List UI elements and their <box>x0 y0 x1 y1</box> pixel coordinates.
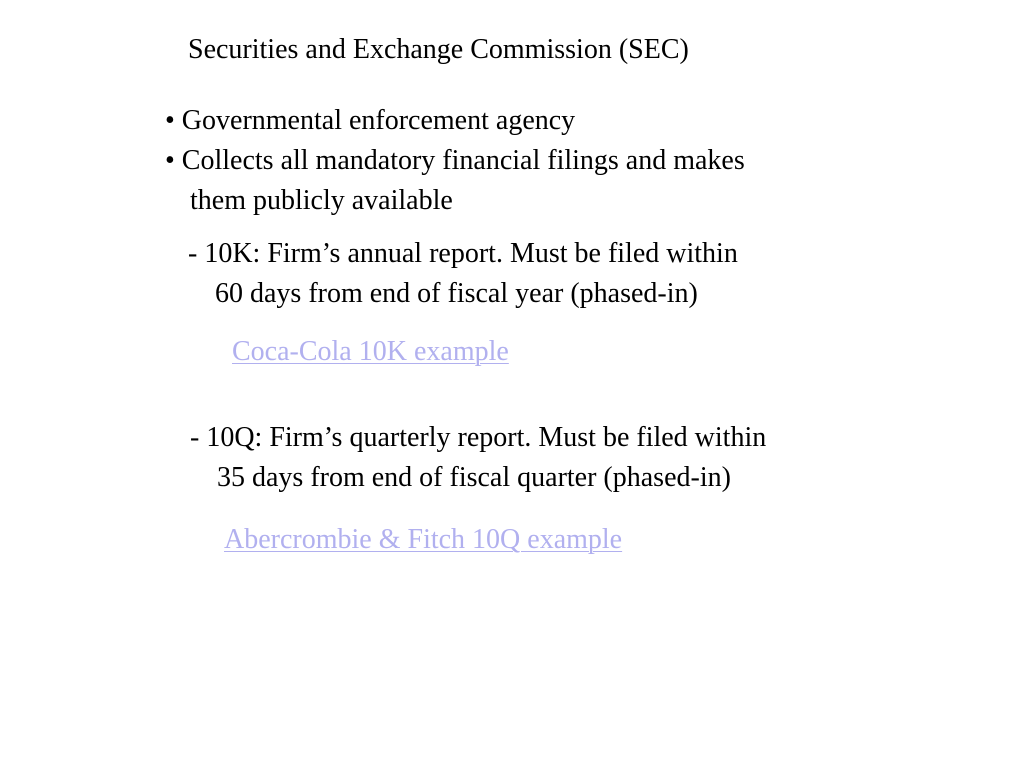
filing-10k <box>188 234 738 314</box>
filing-10k-line2: 60 days from end of fiscal year (phased-in) <box>215 278 698 309</box>
bullet-item-filings: • Collects all mandatory financial filings and makes <box>165 145 745 176</box>
filing-10q-line1: - 10Q: Firm’s quarterly report. Must be filed within <box>190 422 767 453</box>
filing-10q <box>190 418 766 498</box>
abercrombie-fitch-10q-link[interactable]: Abercrombie & Fitch 10Q example <box>224 524 623 555</box>
slide-title: Securities and Exchange Commission (SEC) <box>188 34 689 65</box>
bullet-item-agency: • Governmental enforcement agency <box>165 105 576 136</box>
bullet-list <box>165 101 925 221</box>
bullet-item-filings-continuation: them publicly available <box>190 185 453 216</box>
coca-cola-10k-link[interactable]: Coca-Cola 10K example <box>232 336 509 367</box>
filing-10q-line2: 35 days from end of fiscal quarter (phased-in) <box>217 462 731 493</box>
filing-10k-line1: - 10K: Firm’s annual report. Must be filed within <box>188 238 738 269</box>
